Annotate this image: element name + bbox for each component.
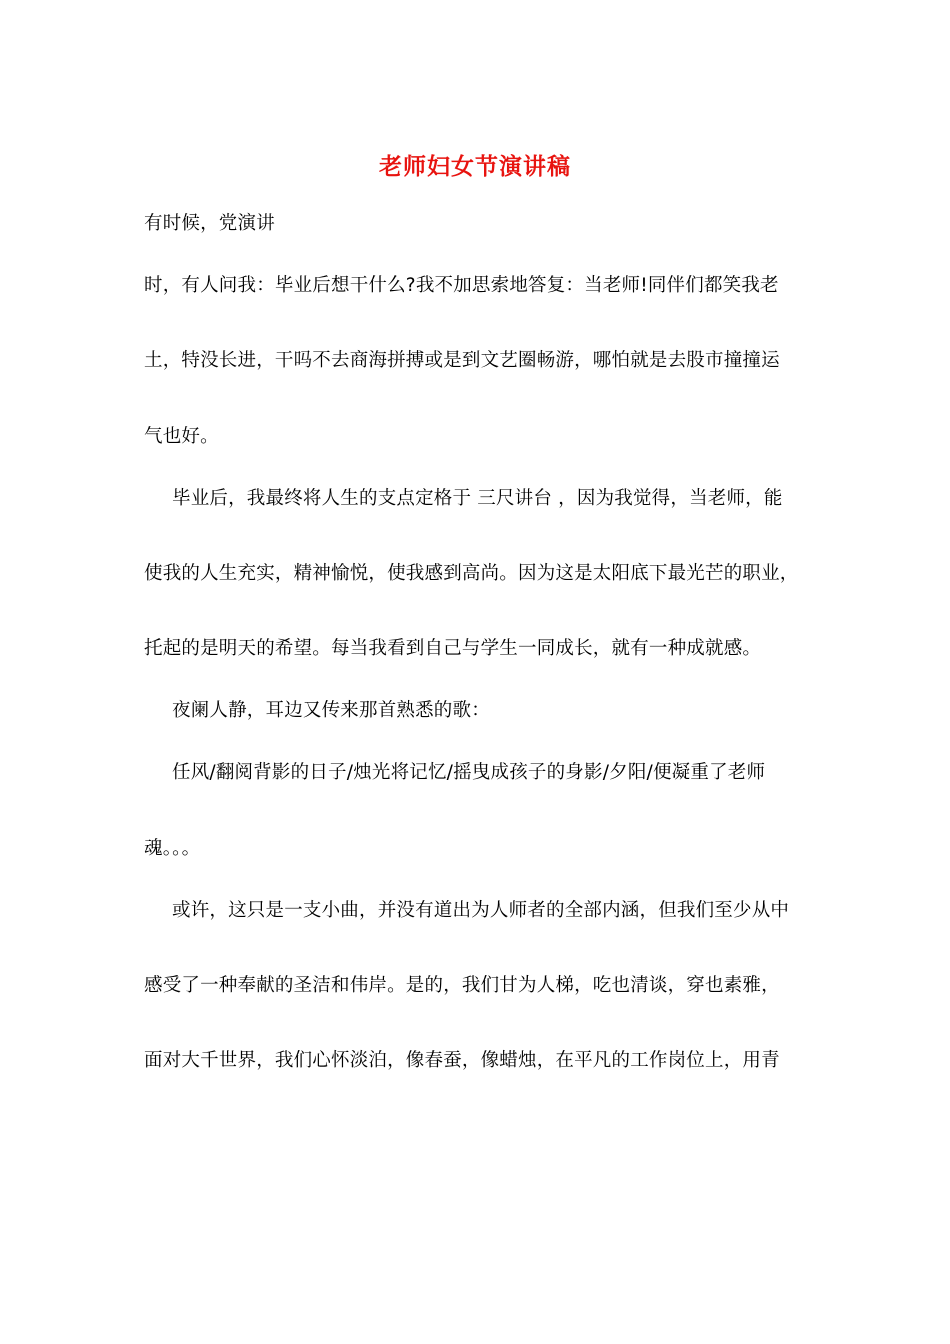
document-title: 老师妇女节演讲稿 [379,153,571,180]
paragraph-line: 夜阑人静，耳边又传来那首熟悉的歌： [172,700,490,721]
paragraph-line: 任风/翻阅背影的日子/烛光将记忆/摇曳成孩子的身影/夕阳/便凝重了老师 [172,762,766,783]
paragraph-line: 时，有人问我：毕业后想干什么?我不加思索地答复：当老师!同伴们都笑我老 [144,275,779,296]
paragraph-line: 托起的是明天的希望。每当我看到自己与学生一同成长，就有一种成就感。 [144,638,762,659]
paragraph-line: 面对大千世界，我们心怀淡泊，像春蚕，像蜡烛，在平凡的工作岗位上，用青 [144,1050,780,1071]
paragraph-line: 感受了一种奉献的圣洁和伟岸。是的，我们甘为人梯，吃也清谈，穿也素雅， [144,975,780,996]
paragraph-line: 魂。。。 [144,838,201,859]
paragraph-line: 有时候，党演讲 [144,213,275,234]
paragraph-line: 土，特没长进，干吗不去商海拼搏或是到文艺圈畅游，哪怕就是去股市撞撞运 [144,350,780,371]
paragraph-line: 毕业后，我最终将人生的支点定格于 三尺讲台 ，因为我觉得，当老师，能 [172,488,783,509]
paragraph-line: 或许，这只是一支小曲，并没有道出为人师者的全部内涵，但我们至少从中 [172,900,790,921]
paragraph-line: 使我的人生充实，精神愉悦，使我感到高尚。因为这是太阳底下最光芒的职业， [144,563,799,584]
paragraph-line: 气也好。 [144,426,219,447]
